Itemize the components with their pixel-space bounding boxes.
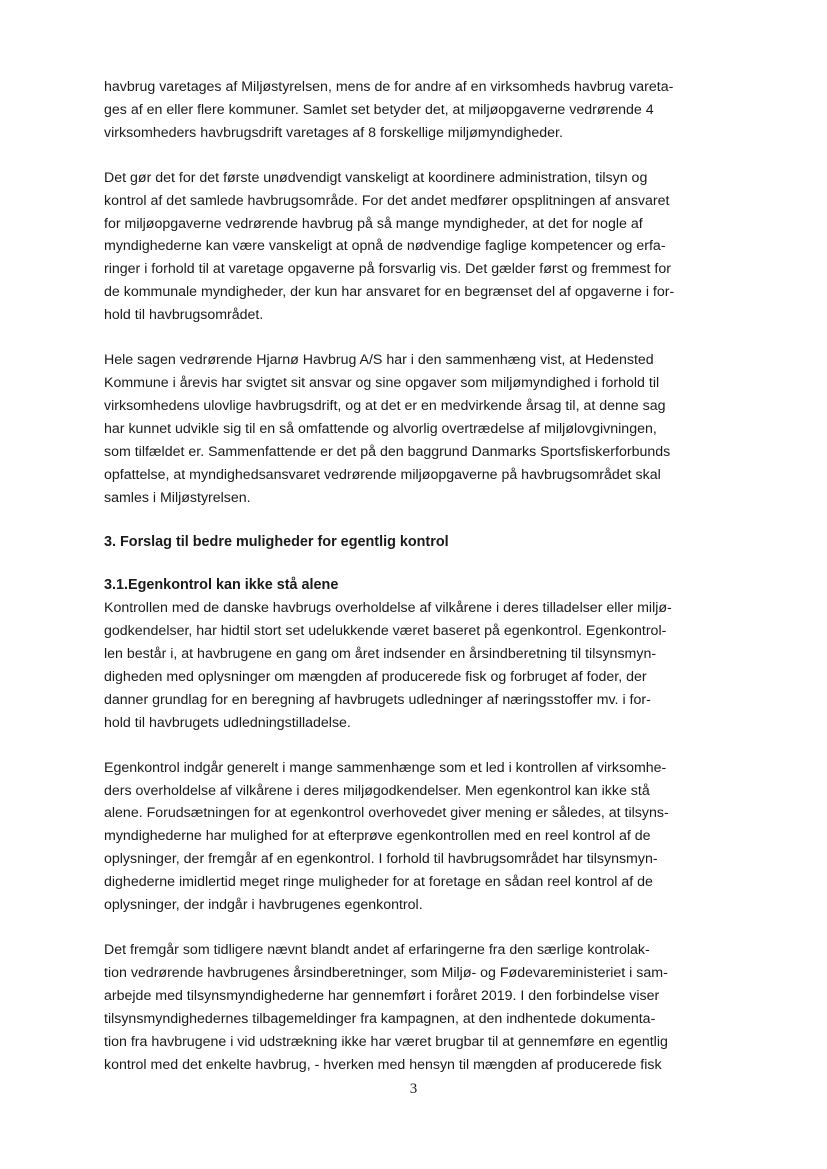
paragraph (104, 597, 752, 734)
text-line: opfattelse, at myndighedsansvaret vedrørende miljøopgaverne på havbrugsområdet skal (104, 466, 661, 483)
text-line: alene. Forudsætningen for at egenkontrol overhovedet giver mening er således, at tilsyns- (104, 805, 669, 822)
paragraph (104, 349, 752, 509)
text-line: kontrol med det enkelte havbrug, - hverken med hensyn til mængden af producerede fisk (104, 1056, 662, 1073)
section-heading: 3. Forslag til bedre muligheder for egentlig kontrol (104, 534, 449, 551)
paragraph (104, 939, 752, 1076)
text-line: Egenkontrol indgår generelt i mange sammenhænge som et led i kontrollen af virksomhe- (104, 759, 667, 776)
subsection-heading: 3.1.Egenkontrol kan ikke stå alene (104, 577, 339, 594)
paragraph (104, 757, 752, 917)
paragraphs-top (104, 76, 752, 509)
text-line: myndighederne kan være vanskeligt at opnå de nødvendige faglige kompetencer og erfa- (104, 238, 666, 255)
text-line: har kunnet udvikle sig til en så omfattende og alvorlig overtrædelse af miljølovgivningen, (104, 420, 657, 437)
text-line: for miljøopgaverne vedrørende havbrug på så mange myndigheder, at det for nogle af (104, 215, 643, 232)
text-line: len består i, at havbrugene en gang om året indsender en årsindberetning til tilsynsmyn- (104, 646, 657, 663)
text-line: ders overholdelse af vilkårene i deres miljøgodkendelser. Men egenkontrol kan ikke stå (104, 782, 650, 799)
text-line: Kommune i årevis har svigtet sit ansvar og sine opgaver som miljømyndighed i forhold til (104, 374, 660, 391)
text-line: Hele sagen vedrørende Hjarnø Havbrug A/S har i den sammenhæng vist, at Hedensted (104, 352, 654, 369)
text-line: samles i Miljøstyrelsen. (104, 489, 251, 506)
text-line: arbejde med tilsynsmyndighederne har gennemført i foråret 2019. I den forbindelse viser (104, 987, 660, 1004)
text-line: myndighederne har mulighed for at efterprøve egenkontrollen med en reel kontrol af de (104, 828, 651, 845)
text-line: oplysninger, der fremgår af en egenkontrol. I forhold til havbrugsområdet har tilsynsmyn- (104, 851, 658, 868)
text-line: godkendelser, har hidtil stort set udelukkende været baseret på egenkontrol. Egenkontrol- (104, 623, 667, 640)
text-line: tilsynsmyndighedernes tilbagemeldinger fra kampagnen, at den indhentede dokumenta- (104, 1010, 656, 1027)
text-line: virksomhedens ulovlige havbrugsdrift, og at det er en medvirkende årsag til, at denne sag (104, 397, 666, 414)
text-line: Kontrollen med de danske havbrugs overholdelse af vilkårene i deres tilladelser eller miljø- (104, 600, 672, 617)
text-line: tion vedrørende havbrugenes årsindberetninger, som Miljø- og Fødevareministeriet i sam- (104, 964, 668, 981)
text-line: de kommunale myndigheder, der kun har ansvaret for en begrænset del af opgaverne i for- (104, 284, 675, 301)
paragraph (104, 167, 752, 327)
text-line: ringer i forhold til at varetage opgaverne på forsvarlig vis. Det gælder først og fremmest for (104, 261, 671, 278)
paragraphs-bottom (104, 597, 752, 1076)
text-line: tion fra havbrugene i vid udstrækning ikke har været brugbar til at gennemføre en egentlig (104, 1033, 668, 1050)
document-body (104, 76, 752, 1098)
text-line: kontrol af det samlede havbrugsområde. For det andet medfører opsplitningen af ansvaret (104, 192, 670, 209)
text-line: hold til havbrugsområdet. (104, 307, 264, 324)
text-line: digheden med oplysninger om mængden af producerede fisk og forbruget af foder, der (104, 668, 647, 685)
paragraph (104, 76, 752, 145)
text-line: ges af en eller flere kommuner. Samlet set betyder det, at miljøopgaverne vedrørende 4 (104, 101, 654, 118)
page-number: 3 (409, 1081, 418, 1097)
text-line: virksomheders havbrugsdrift varetages af 8 forskellige miljømyndigheder. (104, 124, 563, 141)
text-line: Det gør det for det første unødvendigt vanskeligt at koordinere administration, tilsyn og (104, 169, 648, 186)
text-line: dighederne imidlertid meget ringe muligheder for at foretage en sådan reel kontrol af de (104, 874, 653, 891)
text-line: danner grundlag for en beregning af havbrugets udledninger af næringsstoffer mv. i for- (104, 691, 651, 708)
text-line: oplysninger, der indgår i havbrugenes egenkontrol. (104, 897, 423, 914)
text-line: hold til havbrugets udledningstilladelse. (104, 714, 351, 731)
text-line: som tilfældet er. Sammenfattende er det på den baggrund Danmarks Sportsfiskerforbunds (104, 443, 671, 460)
text-line: Det fremgår som tidligere nævnt blandt andet af erfaringerne fra den særlige kontrolak- (104, 942, 650, 958)
text-line: havbrug varetages af Miljøstyrelsen, mens de for andre af en virksomheds havbrug vareta- (104, 79, 674, 95)
